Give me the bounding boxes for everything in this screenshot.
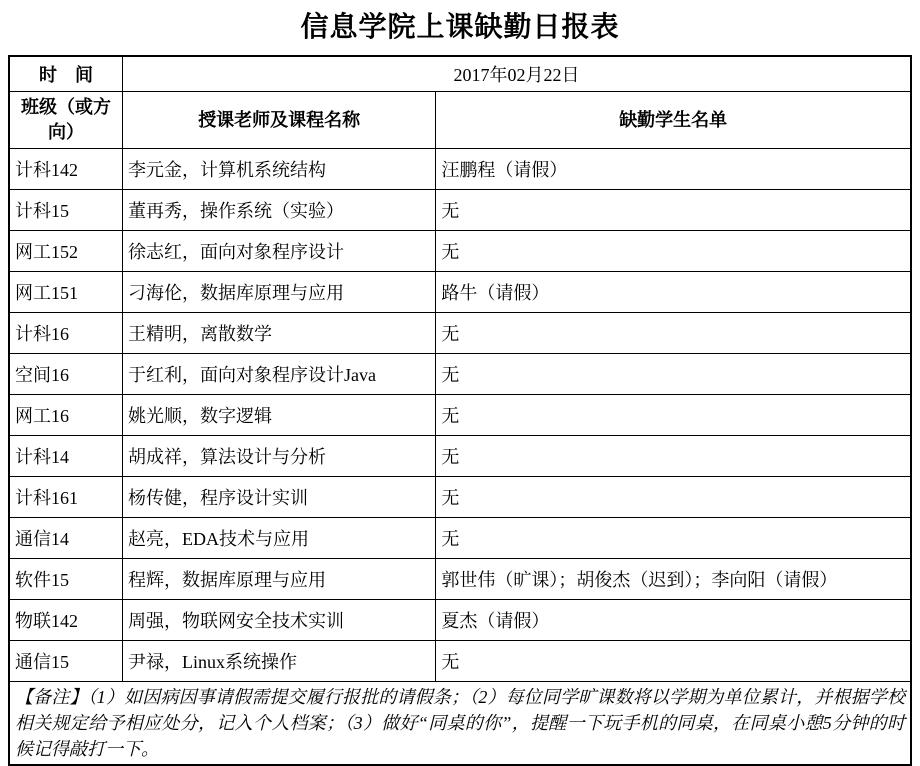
teacher-course-cell: 姚光顺，数字逻辑	[123, 395, 436, 436]
time-value: 2017年02月22日	[123, 56, 912, 92]
absent-students-cell: 夏杰（请假）	[436, 600, 911, 641]
absent-students-cell: 无	[436, 436, 911, 477]
remark-row	[9, 682, 911, 766]
page-title: 信息学院上课缺勤日报表	[300, 12, 620, 43]
table-row	[9, 272, 911, 313]
class-cell: 计科14	[9, 436, 123, 477]
absent-students-cell: 无	[436, 395, 911, 436]
header-absent-students: 缺勤学生名单	[436, 92, 911, 149]
absent-students-cell: 无	[436, 231, 911, 272]
absent-students-cell: 无	[436, 518, 911, 559]
absent-students-cell: 无	[436, 477, 911, 518]
class-cell: 网工152	[9, 231, 123, 272]
table-row	[9, 313, 911, 354]
class-cell: 计科16	[9, 313, 123, 354]
table-row	[9, 477, 911, 518]
class-cell: 计科142	[9, 149, 123, 190]
table-row	[9, 354, 911, 395]
table-row	[9, 600, 911, 641]
class-cell: 通信15	[9, 641, 123, 682]
table-row	[9, 395, 911, 436]
absent-students-cell: 汪鹏程（请假）	[436, 149, 911, 190]
teacher-course-cell: 李元金，计算机系统结构	[123, 149, 436, 190]
table-row	[9, 436, 911, 477]
remark-text: 【备注】（1）如因病因事请假需提交履行报批的请假条；（2）每位同学旷课数将以学期为单位累计，并根据学校相关规定给予相应处分，记入个人档案；（3）做好“同桌的你”，提醒一下玩手机的同桌，在同桌小憩5分钟的时候记得敲打一下。	[9, 682, 911, 766]
header-class: 班级（或方向）	[9, 92, 123, 149]
absent-students-cell: 路牛（请假）	[436, 272, 911, 313]
teacher-course-cell: 王精明，离散数学	[123, 313, 436, 354]
absent-students-cell: 郭世伟（旷课）；胡俊杰（迟到）；李向阳（请假）	[436, 559, 911, 600]
table-row	[9, 518, 911, 559]
absent-students-cell: 无	[436, 313, 911, 354]
table-row	[9, 149, 911, 190]
time-row	[9, 56, 911, 92]
teacher-course-cell: 刁海伦，数据库原理与应用	[123, 272, 436, 313]
class-cell: 网工151	[9, 272, 123, 313]
header-row	[9, 92, 911, 149]
absent-students-cell: 无	[436, 190, 911, 231]
time-label: 时 间	[9, 56, 123, 92]
class-cell: 空间16	[9, 354, 123, 395]
teacher-course-cell: 赵亮，EDA技术与应用	[123, 518, 436, 559]
class-cell: 通信14	[9, 518, 123, 559]
header-teacher-course: 授课老师及课程名称	[123, 92, 436, 149]
attendance-table	[8, 55, 912, 766]
teacher-course-cell: 徐志红，面向对象程序设计	[123, 231, 436, 272]
table-row	[9, 559, 911, 600]
teacher-course-cell: 周强，物联网安全技术实训	[123, 600, 436, 641]
class-cell: 计科15	[9, 190, 123, 231]
class-cell: 网工16	[9, 395, 123, 436]
class-cell: 物联142	[9, 600, 123, 641]
class-cell: 软件15	[9, 559, 123, 600]
teacher-course-cell: 杨传健，程序设计实训	[123, 477, 436, 518]
absent-students-cell: 无	[436, 354, 911, 395]
teacher-course-cell: 于红利，面向对象程序设计Java	[123, 354, 436, 395]
table-row	[9, 190, 911, 231]
teacher-course-cell: 尹禄，Linux系统操作	[123, 641, 436, 682]
class-cell: 计科161	[9, 477, 123, 518]
teacher-course-cell: 胡成祥，算法设计与分析	[123, 436, 436, 477]
teacher-course-cell: 董再秀，操作系统（实验）	[123, 190, 436, 231]
teacher-course-cell: 程辉，数据库原理与应用	[123, 559, 436, 600]
table-row	[9, 641, 911, 682]
table-row	[9, 231, 911, 272]
absent-students-cell: 无	[436, 641, 911, 682]
